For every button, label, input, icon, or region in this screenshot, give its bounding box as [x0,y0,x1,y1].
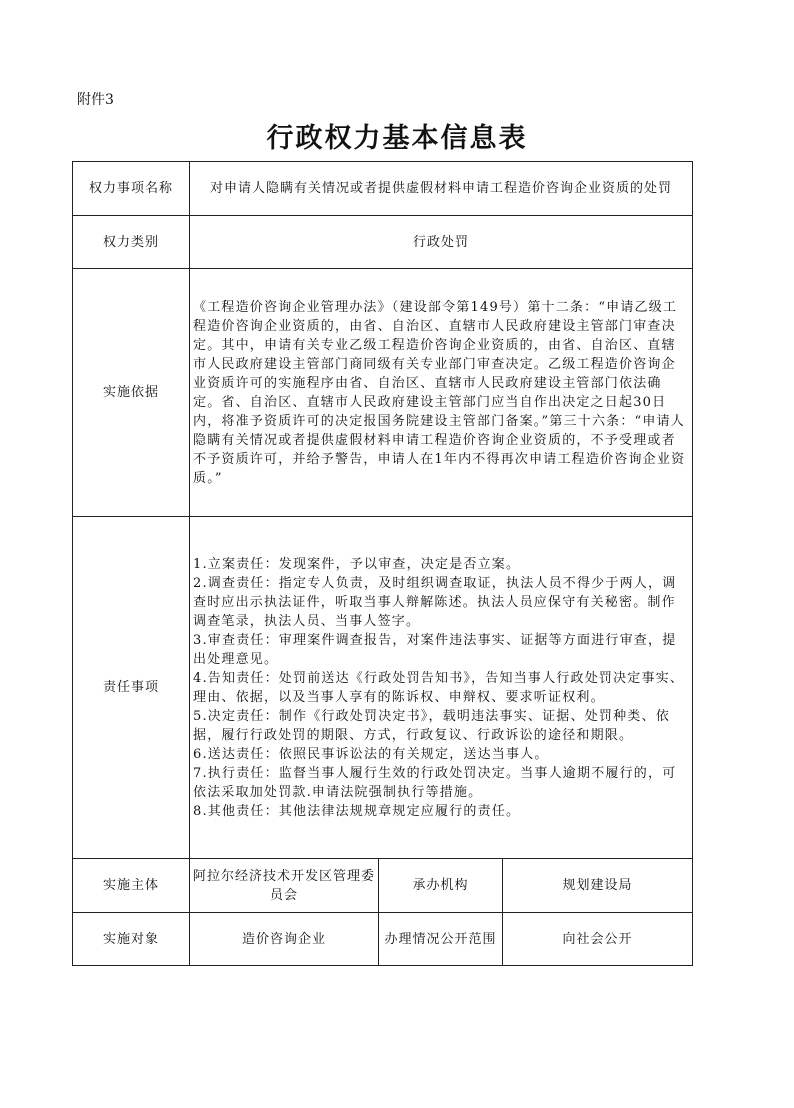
duty-item: 8.其他责任：其他法律法规规章规定应履行的责任。 [193,803,521,819]
row-subject [73,859,693,913]
scope-label: 办理情况公开范围 [379,913,503,966]
duty-item: 1.立案责任：发现案件，予以审查，决定是否立案。 [193,556,521,572]
duty-item: 4.告知责任：处罚前送达《行政处罚告知书》，告知当事人行政处罚决定事实、理由、依据，以及当事人享有的陈诉权、申辩权、要求听证权利。 [193,670,685,705]
row-power-name [73,162,693,216]
subject-label: 实施主体 [73,859,190,913]
row-power-category [73,216,693,269]
duties-label: 责任事项 [73,517,190,859]
info-table [72,161,693,966]
basis-label: 实施依据 [73,269,190,517]
org-label: 承办机构 [379,859,503,913]
row-basis [73,269,693,517]
power-name-label: 权力事项名称 [73,162,190,216]
target-label: 实施对象 [73,913,190,966]
duty-item: 5.决定责任：制作《行政处罚决定书》，载明违法事实、证据、处罚种类、依据，履行行政处罚的期限、方式，行政复议、行政诉讼的途径和期限。 [193,708,670,743]
attachment-label: 附件3 [77,92,114,108]
duties-list [190,517,693,859]
page-title: 行政权力基本信息表 [266,123,528,154]
row-duties [73,517,693,859]
subject-value: 阿拉尔经济技术开发区管理委员会 [190,859,379,913]
power-category-label: 权力类别 [73,216,190,269]
target-value: 造价咨询企业 [190,913,379,966]
org-value: 规划建设局 [503,859,693,913]
power-category-value: 行政处罚 [190,216,693,269]
basis-value: 《工程造价咨询企业管理办法》（建设部令第149号）第十二条：“申请乙级工程造价咨询企业资质的，由省、自治区、直辖市人民政府建设主管部门审查决定。其中，申请有关专业乙级工程造价咨询企业资质的，由省、自治区、直辖市人民政府建设主管部门商同级有关专业部门审查决定。乙级工程造价咨询企业资质许可的实施程序由省、自治区、直辖市人民政府建设主管部门依法确定。省、自治区、直辖市人民政府建设主管部门应当自作出决定之日起30日内，将准予资质许可的决定报国务院建设主管部门备案。”第三十六条：“申请人隐瞒有关情况或者提供虚假材料申请工程造价咨询企业资质的，不予受理或者不予资质许可，并给予警告，申请人在1年内不得再次申请工程造价咨询企业资质。” [190,269,693,517]
row-target [73,913,693,966]
duty-item: 2.调查责任：指定专人负责，及时组织调查取证，执法人员不得少于两人，调查时应出示执法证件，听取当事人辩解陈述。执法人员应保守有关秘密。制作调查笔录，执法人员、当事人签字。 [193,575,677,629]
scope-value: 向社会公开 [503,913,693,966]
power-name-value: 对申请人隐瞒有关情况或者提供虚假材料申请工程造价咨询企业资质的处罚 [190,162,693,216]
duty-item: 7.执行责任：监督当事人履行生效的行政处罚决定。当事人逾期不履行的，可依法采取加处罚款.申请法院强制执行等措施。 [193,765,677,800]
duty-item: 6.送达责任：依照民事诉讼法的有关规定，送达当事人。 [193,746,549,762]
duty-item: 3.审查责任：审理案件调查报告，对案件违法事实、证据等方面进行审查，提出处理意见。 [193,632,677,667]
